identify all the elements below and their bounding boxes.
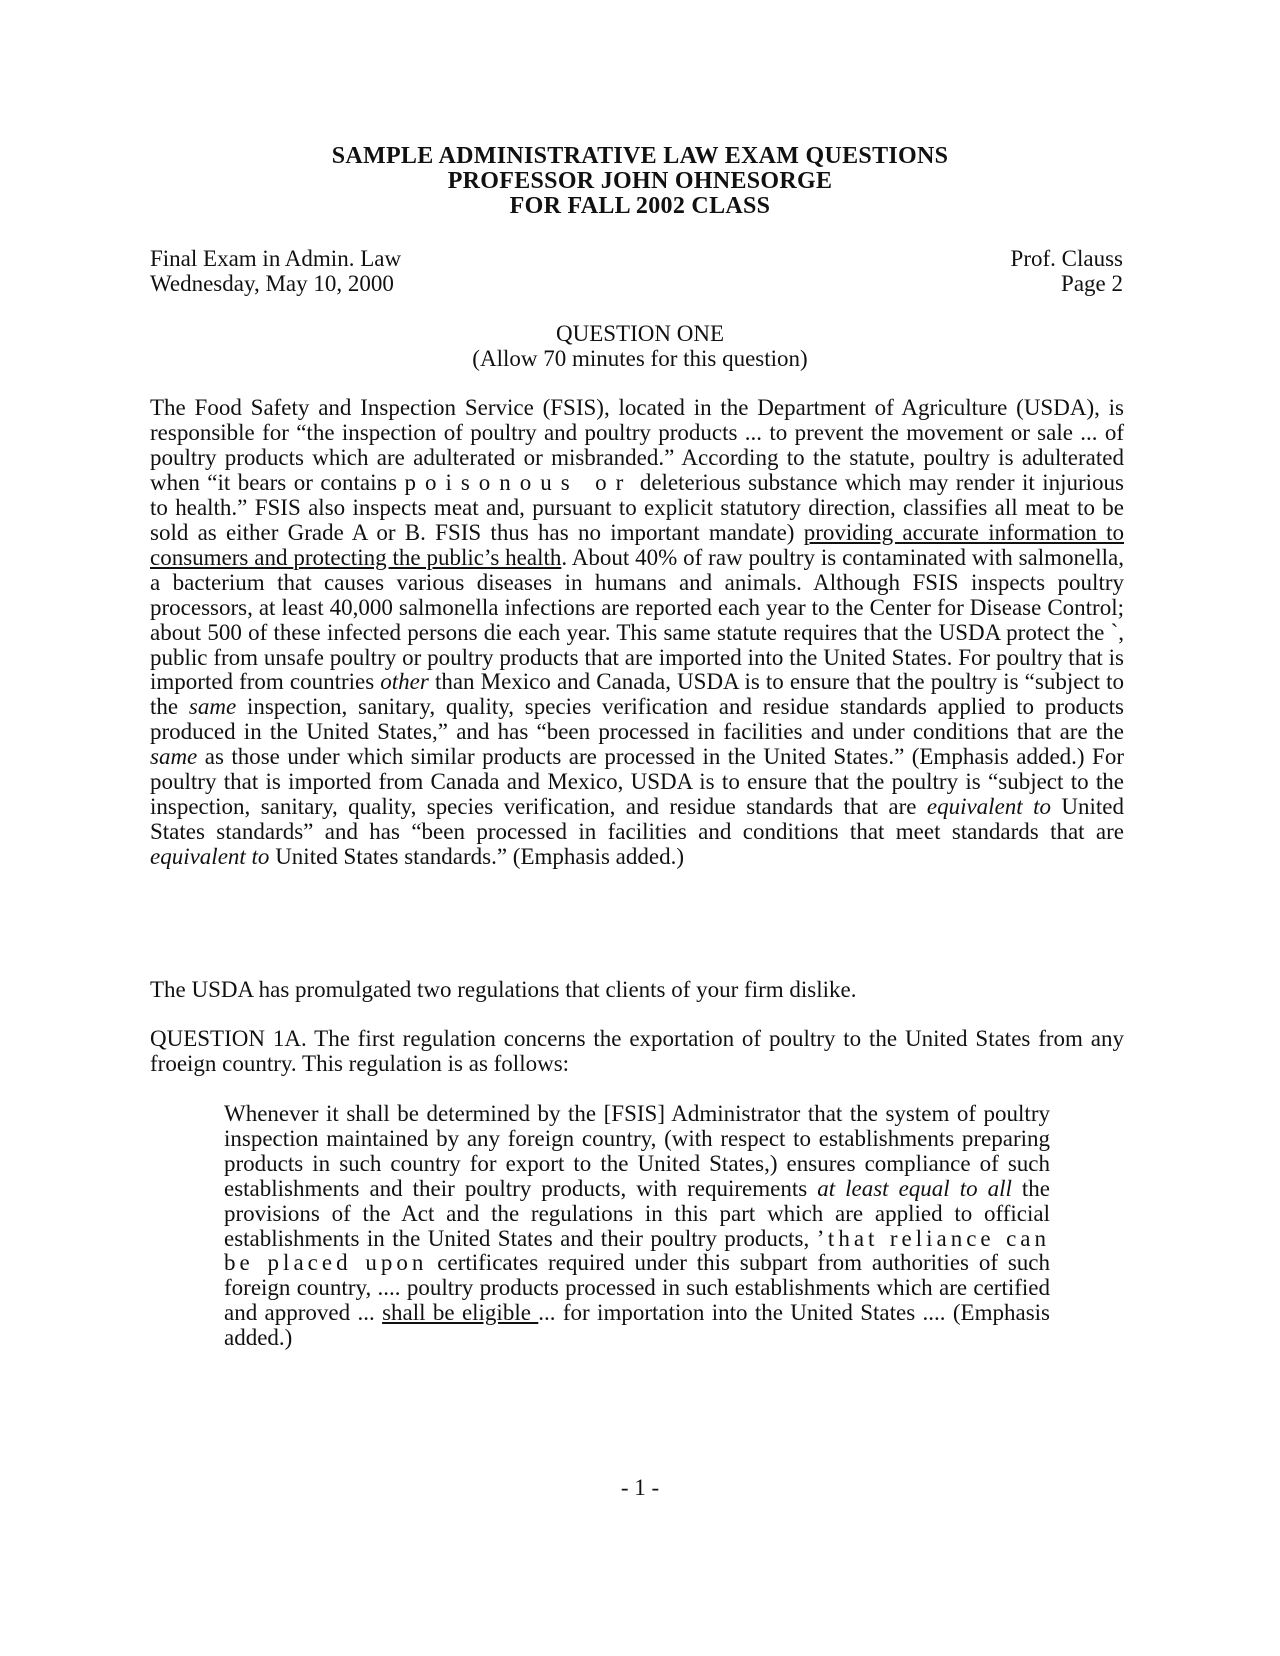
intro-paragraph: The Food Safety and Inspection Service (FSIS), located in the Department of Agriculture (USDA), is responsible for “the inspection of poultry and poultry products ... to prevent the movement or sale ... of poultry products which are adulterated or misbranded.” According to the statute, poultry is adulterated when “it bears or contains poisonous or deleterious substance which may render it injurious to health.” FSIS also inspects meat and, pursuant to explicit statutory direction, classifies all meat to be sold as either Grade A or B. FSIS thus has no important mandate) providing accurate information to consumers and protecting the public’s health. About 40% of raw poultry is contaminated with salmonella, a bacterium that causes various diseases in humans and animals. Although FSIS inspects poultry processors, at least 40,000 salmonella infections are reported each year to the Center for Disease Control; about 500 of these infected persons die each year. This same statute requires that the USDA protect the `, public from unsafe poultry or poultry products that are imported into the United States. For poultry that is imported from countries other than Mexico and Canada, USDA is to ensure that the poultry is “subject to the same inspection, sanitary, quality, species verification and residue standards applied to products produced in the United States,” and has “been processed in facilities and under conditions that are the same as those under which similar products are processed in the United States.” (Emphasis added.) For poultry that is imported from Canada and Mexico, USDA is to ensure that the poultry is “subject to the inspection, sanitary, quality, species verification, and residue standards that are equivalent to United States standards” and has “been processed in facilities and conditions that meet standards that are equivalent to United States standards.” (Emphasis added.)	[150, 395, 1124, 870]
exam-info-left	[150, 246, 401, 296]
emphasis-text: same	[188, 694, 237, 720]
underlined-text: protecting the public’s health	[293, 544, 562, 570]
underlined-text: providing accurate information to consumers	[150, 519, 1124, 570]
page-number: - 1 -	[620, 1475, 660, 1500]
page-label: Page 2	[1061, 271, 1123, 296]
title-line-1: SAMPLE ADMINISTRATIVE LAW EXAM QUESTIONS	[331, 143, 949, 169]
professor-name: Prof. Clauss	[1010, 246, 1123, 271]
usda-regulations-paragraph: The USDA has promulgated two regulations that clients of your firm dislike.	[150, 977, 857, 1002]
emphasis-text: equivalent to	[150, 844, 270, 870]
title-line-2: PROFESSOR JOHN OHNESORGE	[447, 168, 833, 194]
spaced-text: ’that reliance can be placed upon	[224, 1225, 1050, 1276]
question-1a-paragraph: QUESTION 1A. The first regulation concerns the exportation of poultry to the United States from any froeign country. This regulation is as follows:	[150, 1026, 1124, 1076]
title-line-3: FOR FALL 2002 CLASS	[509, 193, 771, 219]
exam-title	[0, 144, 1280, 219]
emphasis-text: equivalent to	[926, 794, 1051, 820]
emphasis-text: other	[380, 669, 429, 695]
underlined-text: shall be eligible	[382, 1300, 539, 1326]
exam-info-right	[1011, 246, 1123, 296]
question-title: QUESTION ONE	[555, 321, 724, 346]
emphasis-text: same	[150, 744, 198, 770]
emphasis-text: at least equal to all	[817, 1175, 1012, 1201]
exam-date: Wednesday, May 10, 2000	[150, 271, 394, 296]
regulation-quote: Whenever it shall be determined by the [FSIS] Administrator that the system of poultry inspection maintained by any foreign country, (with respect to establishments preparing products in such country for export to the United States,) ensures compliance of such establishments and their poultry products, with requirements at least equal to all the provisions of the Act and the regulations in this part which are applied to official establishments in the United States and their poultry products, ’that reliance can be placed upon certificates required under this subpart from authorities of such foreign country, .... poultry products processed in such establishments which are certified and approved ... shall be eligible ... for importation into the United States .... (Emphasis added.)	[224, 1101, 1051, 1351]
question-time-allowance: (Allow 70 minutes for this question)	[472, 346, 808, 371]
spaced-text: poisonous or	[404, 469, 633, 495]
question-heading	[0, 321, 1280, 371]
exam-name: Final Exam in Admin. Law	[150, 246, 402, 271]
